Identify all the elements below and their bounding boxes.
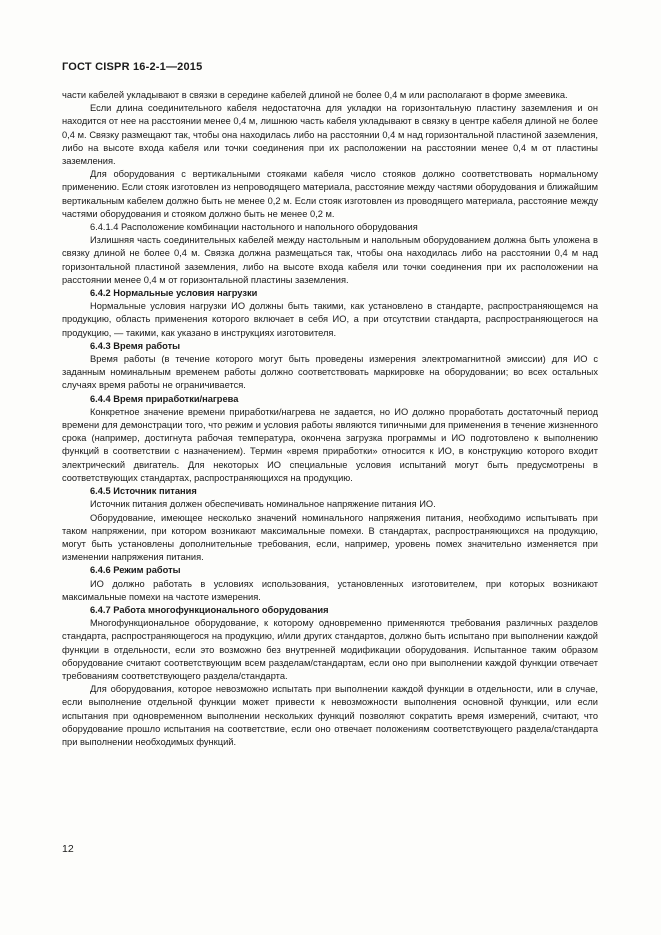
- paragraph: Оборудование, имеющее несколько значений номинального напряжения питания, необходимо испытывать при таком напряжении, при котором возникают максимальные помехи. В стандартах, распространяющихся на продукцию, могут быть установлены дополнительные требования, если, например, уровень помех значительно изменяется при изменении напряжения питания.: [62, 512, 598, 563]
- paragraph: ИО должно работать в условиях использования, установленных изготовителем, при которых возникают максимальные помехи на частоте измерения.: [62, 578, 598, 602]
- paragraph: Конкретное значение времени приработки/нагрева не задается, но ИО должно проработать достаточный период времени для демонстрации того, что режим и условия работы являются типичными для применения в течение жизненного срока (например, достигнута рабочая температура, окончена загрузка программы и ИО подготовлено к выполнению функций в соответствии с назначением). Термин «время приработки» относится к ИО, в конструкцию которого входит электрический двигатель. Для некоторых ИО специальные условия испытаний могут быть предусмотрены в соответствующих стандартах, распространяющихся на продукцию.: [62, 406, 598, 483]
- paragraph: Нормальные условия нагрузки ИО должны быть такими, как установлено в стандарте, распространяющемся на продукцию, область применения которого включает в себя ИО, а при отсутствии стандарта, распространяющегося на продукцию, — такими, как указано в инструкциях изготовителя.: [62, 301, 598, 338]
- section-heading: 6.4.5 Источник питания: [90, 486, 197, 497]
- paragraph: Многофункциональное оборудование, к которому одновременно применяются требования различных разделов стандарта, распространяющегося на продукцию, и/или других стандартов, должно быть испытано при выполнении каждой функции в отдельности, если это возможно без внутренней модификации оборудования. Испытанное таким образом оборудование считают соответствующим всем разделам/стандартам, если оно при выполнении каждой функции отвечает требованиям соответствующего раздела/стандарта.: [62, 618, 598, 681]
- section-heading: 6.4.4 Время приработки/нагрева: [90, 393, 239, 404]
- page-number: 12: [62, 843, 74, 855]
- paragraph: Если длина соединительного кабеля недостаточна для укладки на горизонтальную пластину заземления и он находится от нее на расстоянии менее 0,4 м, лишнюю часть кабеля укладывают в связку в центре кабеля длиной не более 0,4 м. Связку размещают так, чтобы она находилась либо на расстоянии 0,4 м над горизонтальной пластиной заземления, либо на высоте входа кабеля или точки соединения при их расположении на расстоянии менее 0,4 м от пластины заземления.: [62, 103, 598, 167]
- section-heading: 6.4.6 Режим работы: [90, 565, 181, 576]
- paragraph: Для оборудования, которое невозможно испытать при выполнении каждой функции в отдельности, или в случае, если выполнение отдельной функции может привести к невозможности выполнения основной функции, или если испытания при одновременном выполнении нескольких функций позволяют сократить время измерений, считают, что оборудование прошло испытания на соответствие, если оно отвечает положениям соответствующего раздела/стандарта при выполнении необходимых функций.: [62, 684, 598, 747]
- paragraph: Излишняя часть соединительных кабелей между настольным и напольным оборудованием должна быть уложена в связку длиной не более 0,4 м. Связка должна размещаться так, чтобы она находилась либо на расстоянии 0,4 м над горизонтальной пластиной заземления, либо на высоте входа кабеля или точки соединения при их расположении на расстоянии менее 0,4 м от горизонтальной пластины заземления.: [62, 235, 598, 285]
- document-header: ГОСТ CISPR 16-2-1—2015: [62, 61, 203, 73]
- section-heading: 6.4.2 Нормальные условия нагрузки: [90, 288, 258, 299]
- paragraph: части кабелей укладывают в связки в середине кабелей длиной не более 0,4 м или располагают в форме змеевика.: [62, 90, 568, 100]
- document-body: [62, 89, 598, 749]
- subsection-heading: 6.4.1.4 Расположение комбинации настольного и напольного оборудования: [90, 222, 418, 233]
- paragraph: Для оборудования с вертикальными стояками кабеля число стояков должно соответствовать нормальному применению. Если стояк изготовлен из непроводящего материала, расстояние между частями оборудования и ближайшим вертикальным кабелем должно быть не менее 0,2 м. Если стояк изготовлен из проводящего материала, расстояние между частями оборудования и стояком должно быть не менее 0,2 м.: [62, 169, 598, 219]
- section-heading: 6.4.3 Время работы: [90, 340, 181, 351]
- section-heading: 6.4.7 Работа многофункционального оборудования: [90, 604, 329, 615]
- paragraph: Источник питания должен обеспечивать номинальное напряжение питания ИО.: [90, 499, 436, 510]
- paragraph: Время работы (в течение которого могут быть проведены измерения электромагнитной эмиссии) для ИО с заданным номинальным временем работы должно соответствовать маркировке на оборудовании; во всех остальных случаях время работы не ограничивается.: [62, 354, 598, 391]
